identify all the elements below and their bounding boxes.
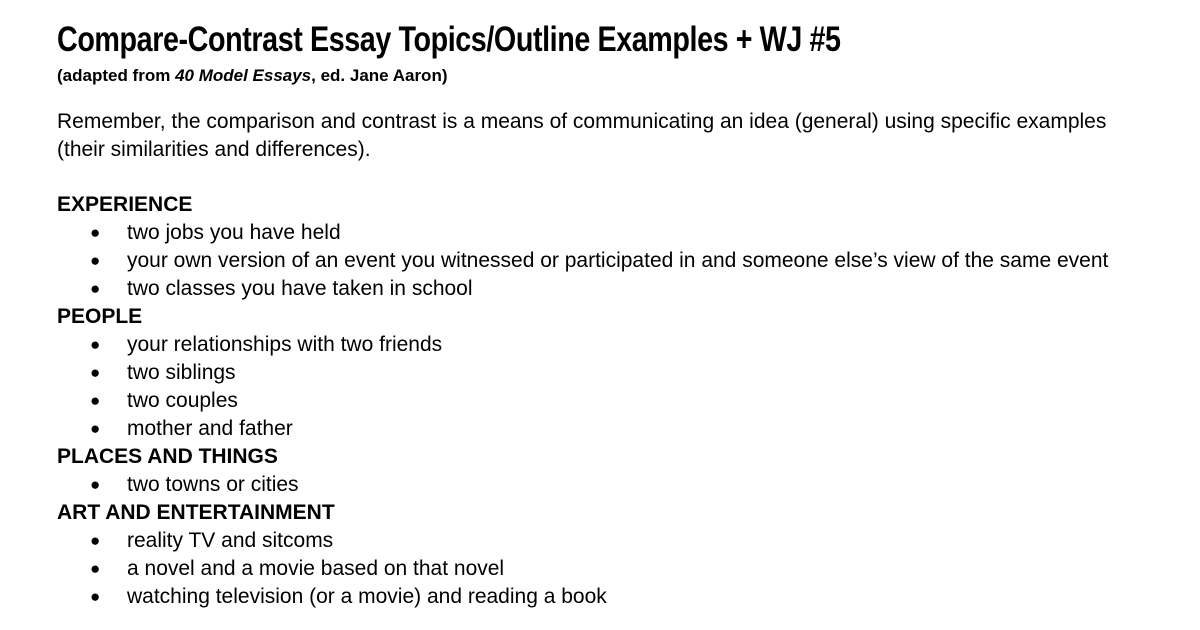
document-page (57, 18, 1177, 611)
list-item-text: two siblings (127, 361, 236, 384)
section-list (57, 471, 1177, 499)
section-heading: ART AND ENTERTAINMENT (57, 501, 335, 524)
list-item (57, 471, 1127, 499)
bullet-icon: ● (90, 587, 101, 606)
list-item (57, 275, 1127, 303)
document-title: Compare-Contrast Essay Topics/Outline Examples + WJ #5 (57, 20, 841, 59)
list-item-text: two couples (127, 389, 238, 412)
list-item (57, 555, 1127, 583)
list-item-text: reality TV and sitcoms (127, 529, 334, 552)
list-item-text: two classes you have taken in school (127, 277, 473, 300)
section-heading: PEOPLE (57, 305, 143, 328)
subtitle-prefix: (adapted from (57, 66, 176, 85)
bullet-icon: ● (90, 251, 101, 270)
section-list (57, 527, 1177, 611)
list-item (57, 219, 1127, 247)
list-item-text: two towns or cities (127, 473, 299, 496)
list-item-text: a novel and a movie based on that novel (127, 557, 505, 580)
list-item (57, 331, 1127, 359)
list-item-text: your relationships with two friends (127, 333, 443, 356)
section-heading: PLACES AND THINGS (57, 445, 278, 468)
document-subtitle (57, 66, 1177, 86)
list-item-text: mother and father (127, 417, 293, 440)
section-list (57, 219, 1177, 303)
list-item (57, 583, 1127, 611)
subtitle-suffix: , ed. Jane Aaron) (311, 66, 448, 85)
list-item (57, 387, 1127, 415)
bullet-icon: ● (90, 363, 101, 382)
topic-sections (57, 191, 1177, 611)
list-item-text: your own version of an event you witnessed or participated in and someone else’s view of the same event (127, 249, 1109, 272)
list-item (57, 527, 1127, 555)
bullet-icon: ● (90, 531, 101, 550)
bullet-icon: ● (90, 475, 101, 494)
bullet-icon: ● (90, 335, 101, 354)
section-list (57, 331, 1177, 443)
bullet-icon: ● (90, 223, 101, 242)
list-item-text: watching television (or a movie) and reading a book (127, 585, 607, 608)
intro-paragraph: Remember, the comparison and contrast is a means of communicating an idea (general) using specific examples (their similarities and differences). (57, 110, 1107, 161)
bullet-icon: ● (90, 559, 101, 578)
list-item (57, 359, 1127, 387)
bullet-icon: ● (90, 391, 101, 410)
bullet-icon: ● (90, 279, 101, 298)
bullet-icon: ● (90, 419, 101, 438)
subtitle-book-title: 40 Model Essays (175, 66, 312, 85)
list-item-text: two jobs you have held (127, 221, 341, 244)
section-heading: EXPERIENCE (57, 193, 193, 216)
list-item (57, 247, 1127, 275)
list-item (57, 415, 1127, 443)
